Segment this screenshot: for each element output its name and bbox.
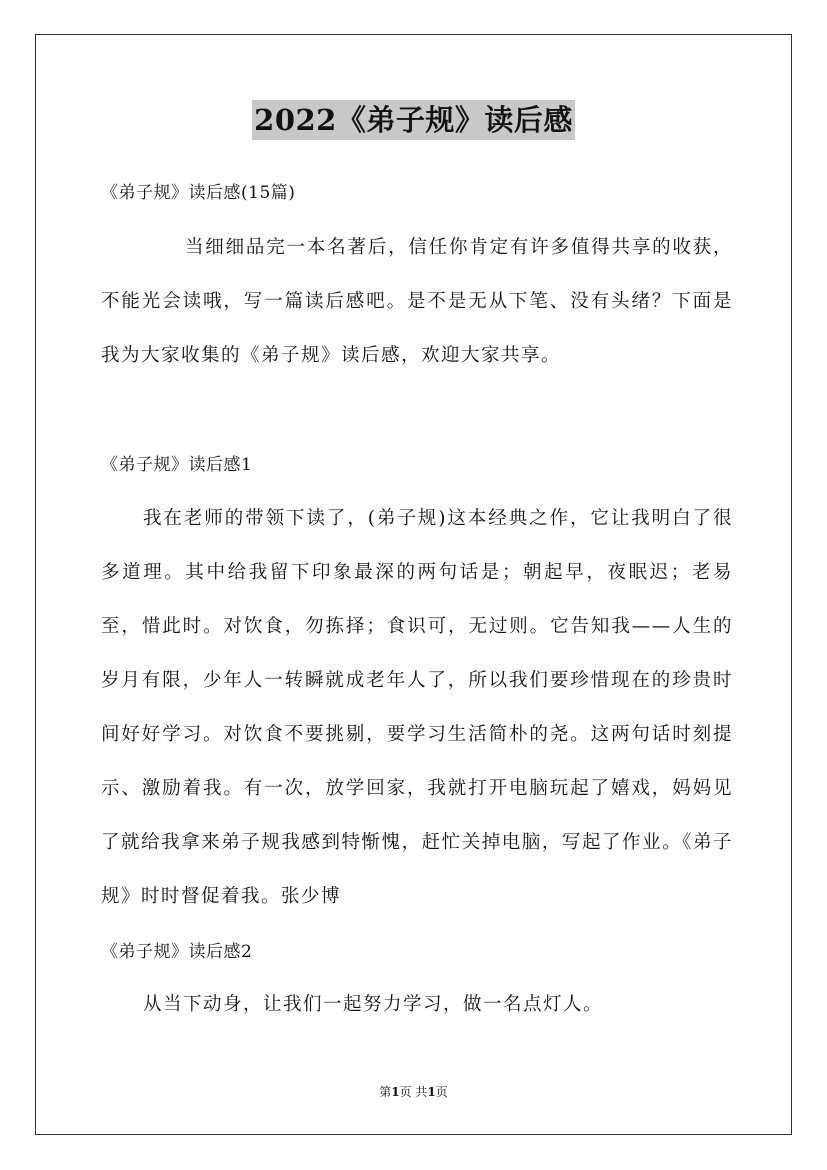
footer-page-current: 1 [391,1085,400,1099]
document-title: 2022《弟子规》读后感 [252,100,575,140]
document-title-row [0,100,827,140]
footer-page-total: 1 [427,1085,436,1099]
section-heading-2: 《弟子规》读后感2 [101,942,253,962]
footer-page-suffix: 页 [435,1085,448,1099]
document-subtitle: 《弟子规》读后感(15篇) [101,183,296,203]
footer-page-mid: 页 共 [399,1085,428,1099]
page-footer [0,1083,827,1100]
section-body-1: 我在老师的带领下读了，(弟子规)这本经典之作，它让我明白了很多道理。其中给我留下印象最深的两句话是；朝起早，夜眠迟；老易至，惜此时。对饮食，勿拣择；食识可，无过则。它告知我——人生的岁月有限，少年人一转瞬就成老年人了，所以我们要珍惜现在的珍贵时间好好学习。对饮食不要挑剔，要学习生活简朴的尧。这两句话时刻提示、激励着我。有一次，放学回家，我就打开电脑玩起了嬉戏，妈妈见了就给我拿来弟子规我感到特惭愧，赶忙关掉电脑，写起了作业。《弟子规》时时督促着我。张少博 [101,508,733,907]
footer-page-prefix: 第 [379,1085,392,1099]
section-body-2: 从当下动身，让我们一起努力学习，做一名点灯人。 [143,994,604,1015]
intro-paragraph: 当细细品完一本名著后，信任你肯定有许多值得共享的收获，不能光会读哦，写一篇读后感吧。是不是无从下笔、没有头绪？下面是我为大家收集的《弟子规》读后感，欢迎大家共享。 [101,237,733,366]
section-heading-1: 《弟子规》读后感1 [101,455,253,475]
